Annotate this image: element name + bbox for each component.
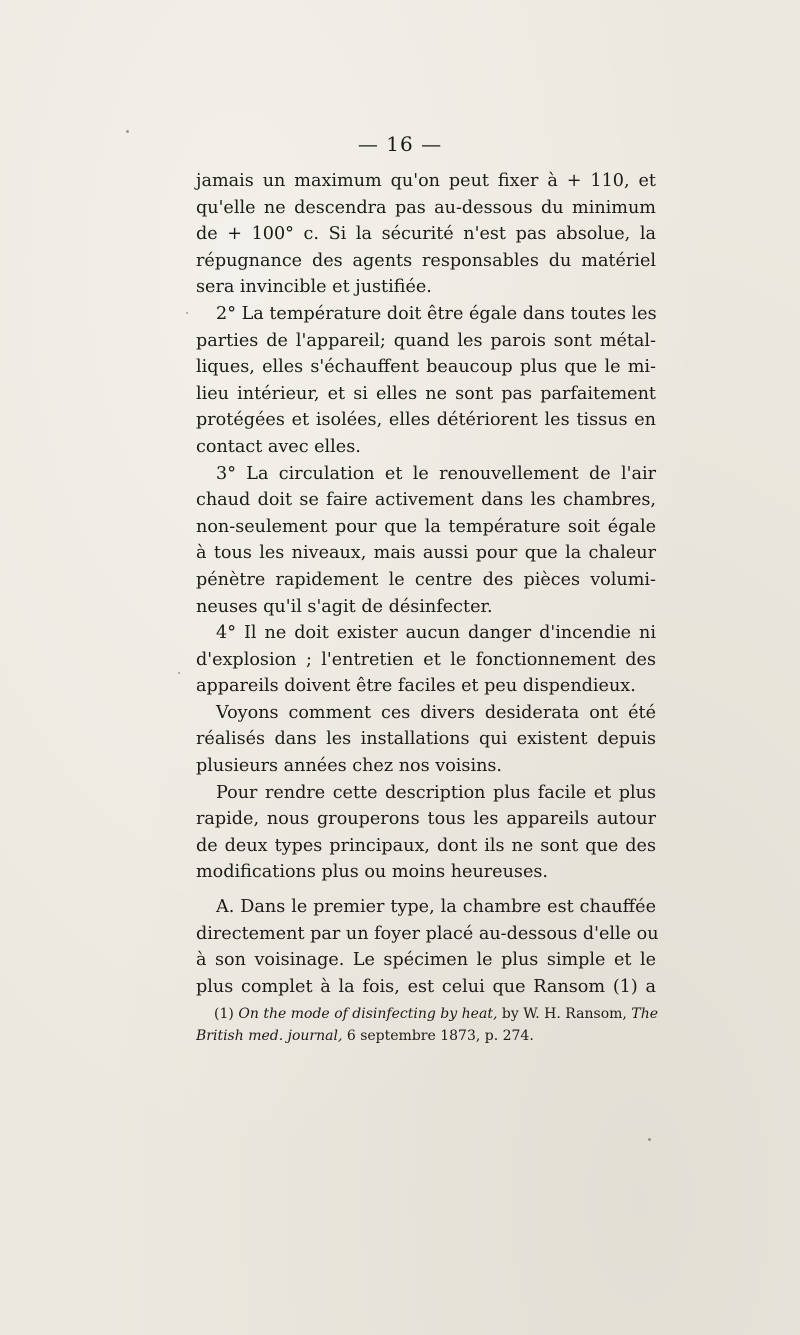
body-line: modifications plus ou moins heureuses.	[196, 862, 548, 883]
body-line: qu'elle ne descendra pas au-dessous du minimum	[196, 197, 656, 218]
body-line: A. Dans le premier type, la chambre est chauffée	[216, 897, 656, 918]
paper-speck	[186, 312, 188, 314]
footnote-title-continued: The	[631, 1006, 658, 1022]
body-line: parties de l'appareil; quand les parois sont métal-	[196, 330, 656, 351]
body-line: non-seulement pour que la température soit égale	[196, 516, 656, 537]
body-line: Pour rendre cette description plus facile et plus	[216, 782, 656, 803]
body-line: contact avec elles.	[196, 436, 361, 457]
footnote-author: by W. H. Ransom,	[501, 1006, 627, 1022]
footnote-date: 6 septembre 1873, p. 274.	[346, 1028, 534, 1044]
body-line: liques, elles s'échauffent beaucoup plus que le mi-	[196, 357, 656, 378]
paragraph-gap	[196, 886, 656, 894]
paper-speck	[178, 672, 180, 674]
paper-speck	[648, 1138, 651, 1141]
page-number: — 16 —	[357, 132, 443, 156]
body-line: d'explosion ; l'entretien et le fonctionnement des	[196, 649, 656, 670]
body-line: Voyons comment ces divers desiderata ont été	[216, 702, 656, 723]
body-line: 4° Il ne doit exister aucun danger d'incendie ni	[216, 623, 656, 644]
body-line: réalisés dans les installations qui existent depuis	[196, 729, 656, 750]
body-line: 2° La température doit être égale dans toutes les	[216, 303, 657, 324]
body-line: appareils doivent être faciles et peu dispendieux.	[196, 676, 636, 697]
body-line: plus complet à la fois, est celui que Ransom (1) a	[196, 976, 656, 997]
body-line: protégées et isolées, elles détériorent les tissus en	[196, 410, 656, 431]
body-line: plusieurs années chez nos voisins.	[196, 756, 503, 777]
body-line: de deux types principaux, dont ils ne sont que des	[196, 835, 656, 856]
body-text	[196, 168, 659, 1000]
body-line: lieu intérieur, et si elles ne sont pas parfaitement	[196, 383, 656, 404]
body-line: jamais un maximum qu'on peut fixer à + 110, et	[196, 171, 656, 191]
body-line: à tous les niveaux, mais aussi pour que la chaleur	[196, 543, 656, 564]
paper-speck	[126, 130, 129, 133]
footnote-title: On the mode of disinfecting by heat,	[238, 1006, 498, 1022]
body-line: chaud doit se faire activement dans les chambres,	[196, 490, 656, 511]
body-line: pénètre rapidement le centre des pièces volumi-	[196, 569, 656, 590]
footnote-marker: (1)	[214, 1006, 234, 1022]
footnote-line	[196, 1003, 658, 1025]
body-line: sera invincible et justifiée.	[196, 277, 432, 298]
body-line: de + 100° c. Si la sécurité n'est pas absolue, la	[196, 224, 656, 245]
body-line: répugnance des agents responsables du matériel	[196, 250, 656, 271]
body-line: à son voisinage. Le spécimen le plus simple et le	[196, 950, 656, 971]
body-line: 3° La circulation et le renouvellement de l'air	[216, 463, 656, 484]
footnote	[196, 1003, 658, 1047]
body-line: directement par un foyer placé au-dessous d'elle ou	[196, 923, 659, 944]
body-line: neuses qu'il s'agit de désinfecter.	[196, 596, 493, 617]
footnote-journal: British med. journal,	[196, 1028, 343, 1044]
body-line: rapide, nous grouperons tous les appareils autour	[196, 809, 656, 830]
footnote-line	[196, 1025, 658, 1047]
